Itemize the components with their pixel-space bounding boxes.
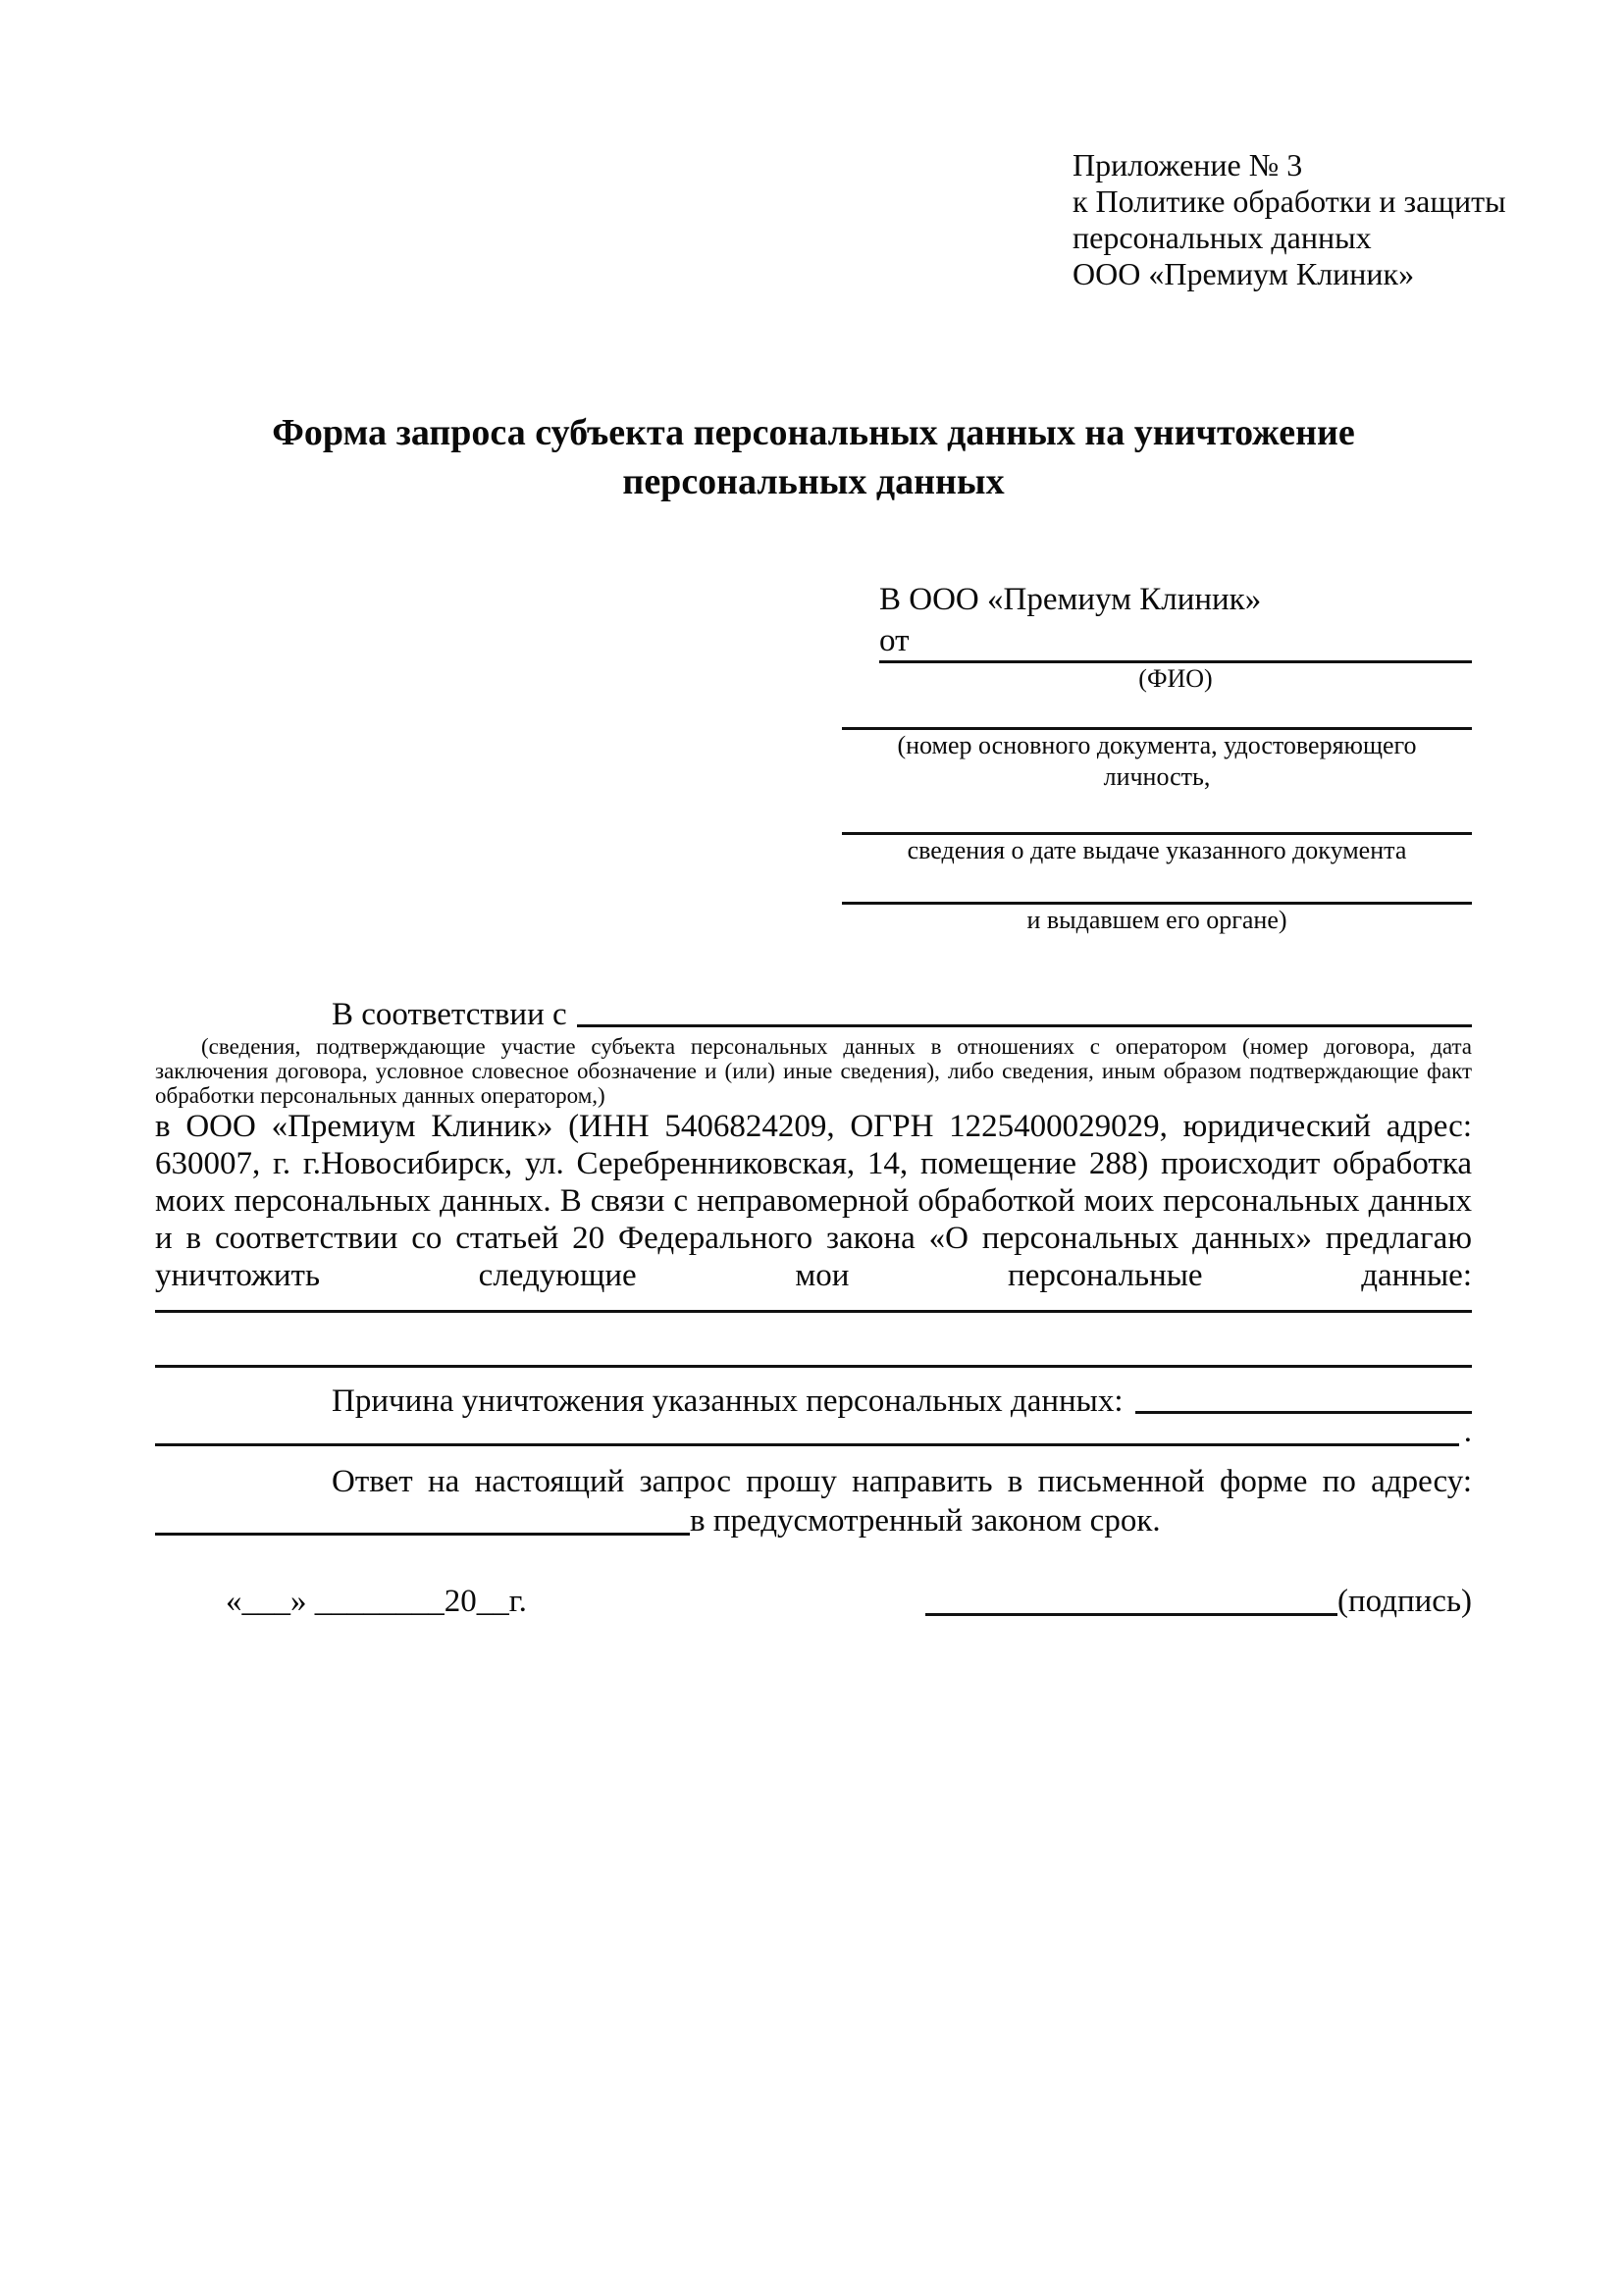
response-sentence: Ответ на настоящий запрос прошу направить в письменной форме по адресу: — [332, 1464, 1472, 1499]
address-fill-line — [155, 1533, 690, 1536]
date-signature-row — [155, 1582, 1472, 1621]
document-title: Форма запроса субъекта персональных данных на уничтожение персональных данных — [272, 412, 1355, 502]
reason-continuation-row — [155, 1414, 1472, 1449]
response-suffix: в предусмотренный законом срок. — [690, 1503, 1161, 1539]
accordance-label: В соответствии с — [332, 997, 567, 1032]
accordance-fill-line — [577, 1024, 1472, 1027]
document-content — [155, 147, 1506, 1621]
appendix-line: к Политике обработки и защиты — [1073, 183, 1506, 219]
sentence-period: . — [1463, 1414, 1472, 1449]
signature-caption: (подпись) — [1337, 1584, 1472, 1619]
reason-row — [155, 1382, 1472, 1421]
appendix-line: Приложение № 3 — [1073, 147, 1303, 183]
reason-fill-line — [1135, 1411, 1472, 1414]
reason-label: Причина уничтожения указанных персональных данных: — [332, 1383, 1124, 1419]
accordance-note: (сведения, подтверждающие участие субъекта персональных данных в отношениях с оператором (номер договора, дата заключения договора, условное словесное обозначение и (или) иные сведения), либо сведения, иным образом подтверждающие факт обработки персональных данных оператором,) — [155, 1034, 1472, 1108]
appendix-line: персональных данных — [1073, 220, 1372, 255]
accordance-row — [155, 995, 1472, 1034]
issuing-authority-caption: и выдавшем его органе) — [1026, 906, 1287, 934]
fio-caption: (ФИО) — [1138, 664, 1213, 693]
addressee-from: от — [879, 623, 910, 658]
document-number-caption: (номер основного документа, удостоверяющего личность, — [897, 731, 1417, 791]
reason-fill-line-2 — [155, 1443, 1459, 1446]
addressee-block — [842, 578, 1472, 936]
personal-data-fill-line-1 — [155, 1294, 1472, 1313]
address-row — [155, 1501, 1472, 1540]
issue-date-caption: сведения о дате выдаче указанного документа — [907, 836, 1407, 864]
date-field: «___» ________20__г. — [226, 1584, 527, 1619]
appendix-line: ООО «Премиум Клиник» — [1073, 256, 1415, 291]
addressee-to: В ООО «Премиум Клиник» — [879, 582, 1262, 617]
personal-data-fill-line-2 — [155, 1313, 1472, 1368]
main-paragraph: в ООО «Премиум Клиник» (ИНН 5406824209, ОГРН 1225400029029, юридический адрес: 630007, г. г.Новосибирск, ул. Серебренниковская, 14, помещение 288) происходит обработка моих персональных данных. В связи с неправомерной обработкой моих персональных данных и в соответствии со статьей 20 Федерального закона «О персональных данных» предлагаю уничтожить следующие мои персональные данные: — [155, 1109, 1472, 1293]
signature-fill-line — [925, 1613, 1337, 1616]
appendix-header — [1073, 147, 1506, 292]
